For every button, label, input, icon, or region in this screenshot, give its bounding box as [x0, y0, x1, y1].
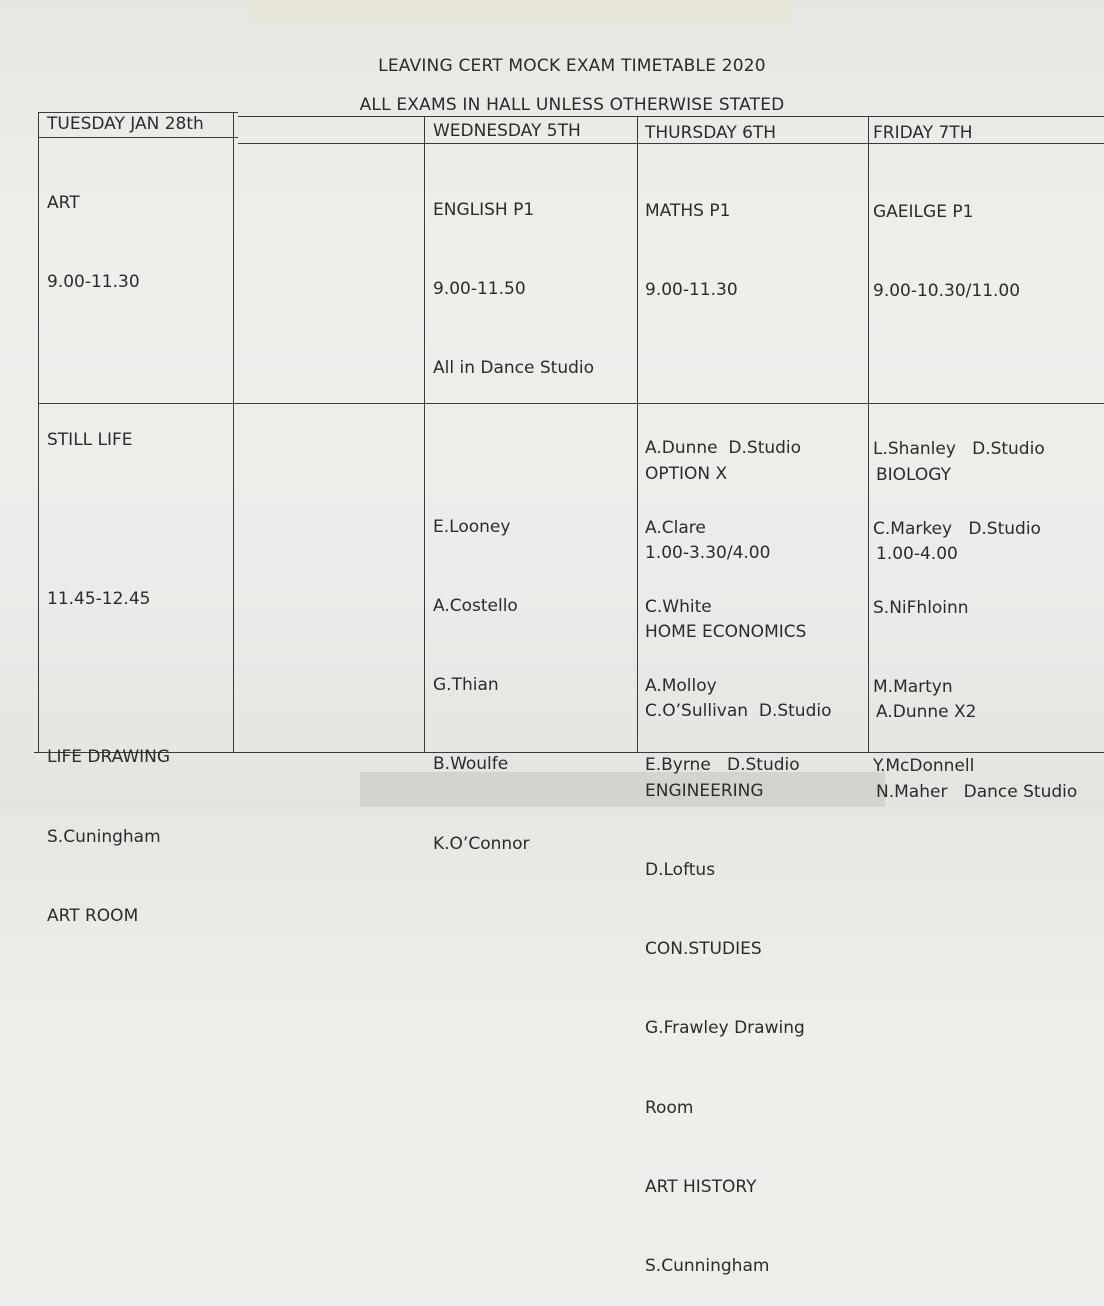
cell-line: A.Dunne X2: [876, 702, 977, 723]
cell-line: E.Byrne D.Studio: [645, 755, 800, 776]
cell-line: 9.00-11.30: [47, 272, 140, 293]
cell-thursday-afternoon: [645, 408, 832, 1306]
cell-line: G.Frawley Drawing: [645, 1018, 805, 1039]
cell-line: E.Looney: [433, 516, 511, 537]
tape-strip-top: [250, 0, 790, 22]
cell-line: C.White: [645, 596, 712, 617]
cell-line: 1.00-4.00: [876, 544, 958, 565]
cell-line: 9.00-11.30: [645, 280, 738, 301]
cell-line: Room: [645, 1097, 694, 1118]
cell-line: [47, 348, 170, 374]
cell-line: M.Martyn: [873, 677, 953, 698]
cell-line: K.O’Connor: [433, 833, 530, 854]
cell-line: S.Cunningham: [645, 1256, 770, 1276]
cell-line: STILL LIFE: [47, 430, 133, 451]
cell-line: A.Molloy: [645, 676, 717, 697]
cell-line: 11.45-12.45: [47, 588, 151, 609]
cell-line: ART ROOM: [47, 905, 139, 926]
cell-line: C.Markey D.Studio: [873, 518, 1041, 539]
cell-line: [645, 356, 801, 382]
cell-line: BIOLOGY: [876, 464, 952, 485]
cell-line: S.NiFhloinn: [873, 597, 969, 618]
header-friday: FRIDAY 7TH: [873, 123, 973, 143]
cell-line: 9.00-10.30/11.00: [873, 281, 1021, 302]
cell-line: [876, 620, 1077, 646]
cell-line: 1.00-3.30/4.00: [645, 543, 771, 564]
cell-line: [433, 434, 594, 460]
cell-line: CON.STUDIES: [645, 939, 762, 960]
cell-line: ART HISTORY: [645, 1176, 757, 1197]
cell-line: OPTION X: [645, 463, 728, 484]
cell-line: All in Dance Studio: [433, 358, 595, 379]
cell-line: [47, 507, 170, 533]
cell-line: Y.McDonnell: [873, 756, 975, 777]
cell-line: ART: [47, 192, 80, 213]
document-title: LEAVING CERT MOCK EXAM TIMETABLE 2020: [378, 56, 766, 76]
header-tuesday: TUESDAY JAN 28th: [47, 114, 204, 134]
cell-line: GAEILGE P1: [873, 201, 974, 222]
cell-line: [47, 665, 170, 691]
cell-friday-afternoon: [876, 409, 1077, 832]
cell-line: MATHS P1: [645, 200, 731, 221]
cell-wednesday-morning: [433, 144, 594, 883]
header-thursday: THURSDAY 6TH: [645, 123, 777, 143]
cell-line: ENGINEERING: [645, 780, 764, 801]
cell-line: C.O’Sullivan D.Studio: [645, 701, 832, 722]
cell-line: 9.00-11.50: [433, 279, 526, 300]
cell-line: A.Dunne D.Studio: [645, 438, 802, 459]
cell-line: A.Costello: [433, 595, 518, 616]
header-wednesday: WEDNESDAY 5TH: [433, 121, 581, 141]
cell-tuesday-morning: [47, 137, 170, 956]
cell-line: D.Loftus: [645, 859, 716, 880]
cell-line: ENGLISH P1: [433, 199, 535, 220]
cell-line: N.Maher Dance Studio: [876, 781, 1078, 802]
cell-line: L.Shanley D.Studio: [873, 439, 1045, 460]
cell-line: [873, 357, 1045, 383]
cell-line: G.Thian: [433, 675, 499, 696]
cell-line: B.Woulfe: [433, 754, 509, 775]
cell-line: A.Clare: [645, 517, 706, 538]
document-subtitle: ALL EXAMS IN HALL UNLESS OTHERWISE STATED: [359, 95, 785, 115]
cell-line: S.Cuningham: [47, 826, 161, 847]
cell-line: HOME ECONOMICS: [645, 622, 807, 643]
cell-line: LIFE DRAWING: [47, 747, 171, 768]
